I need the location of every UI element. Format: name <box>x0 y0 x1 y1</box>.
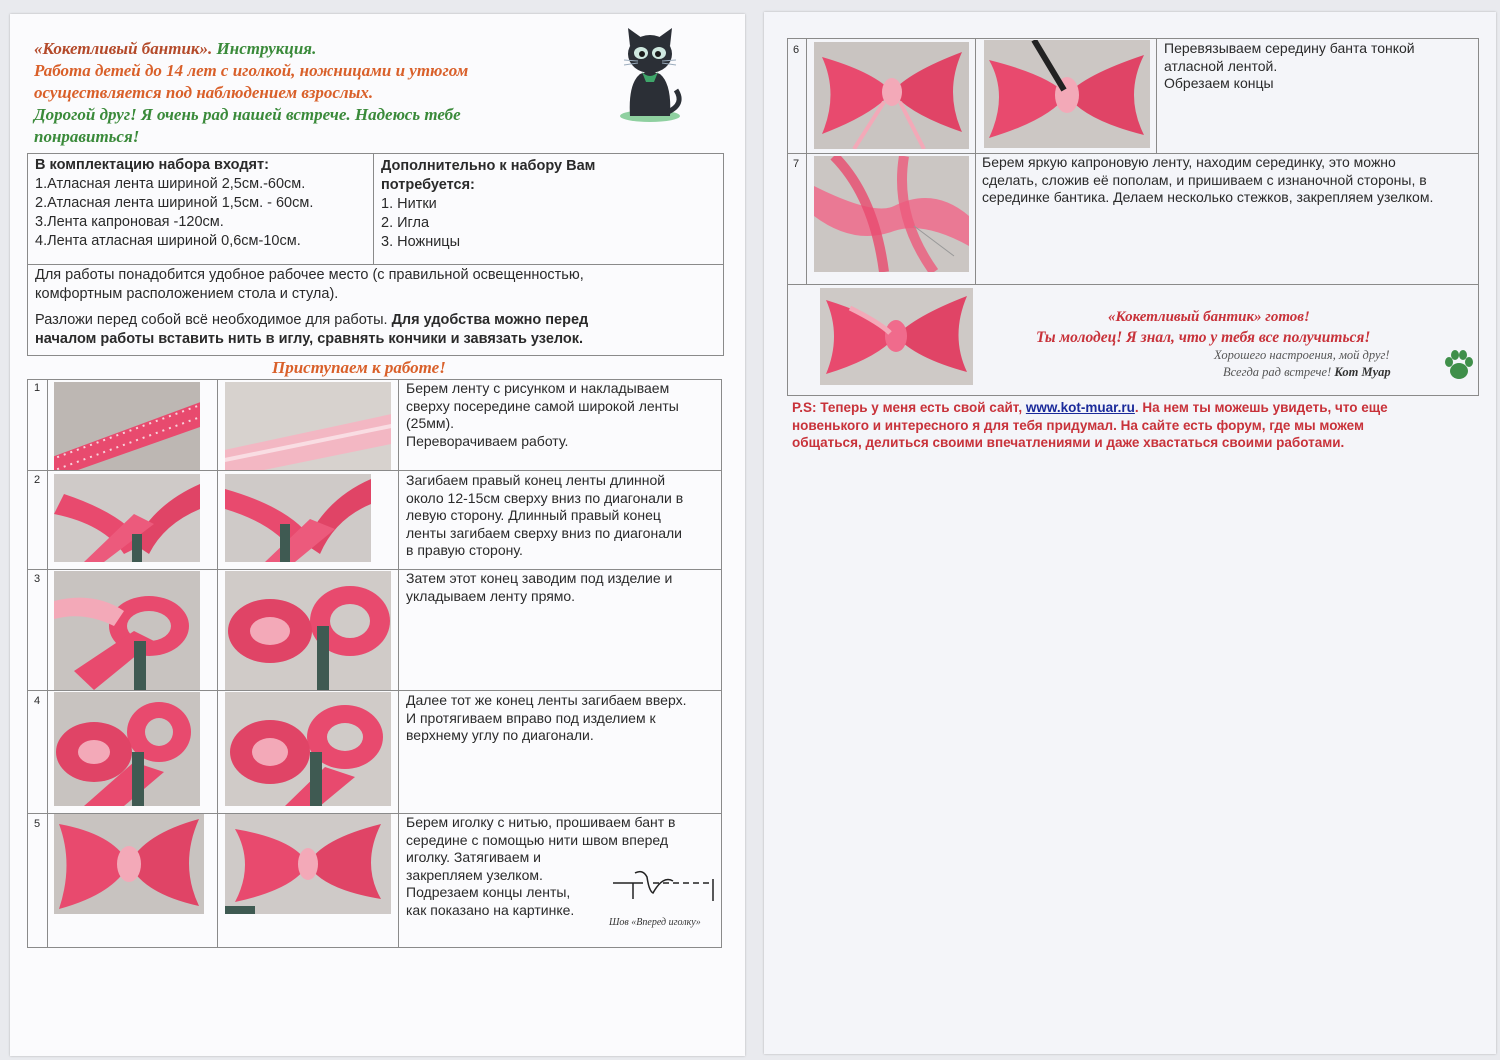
website-link[interactable]: www.kot-muar.ru <box>1025 400 1135 415</box>
prep-text <box>35 266 720 349</box>
kit-extra <box>381 157 721 252</box>
prep-line: комфортным расположением стола и стула). <box>35 286 339 302</box>
final-signature: Кот Муар <box>1334 365 1391 379</box>
step-line: укладываем ленту прямо. <box>406 587 576 604</box>
ribbon-photo-icon <box>54 382 200 470</box>
step-line: как показано на картинке. <box>406 901 575 918</box>
ribbon-photo-icon <box>54 814 204 914</box>
instruction-page-right <box>764 12 1496 1054</box>
section-title: Приступаем к работе! <box>272 358 446 377</box>
step-number: 1 <box>34 382 41 394</box>
step-line: Берем иголку с нитью, прошиваем бант в <box>406 814 676 830</box>
ribbon-photo-icon <box>814 156 969 272</box>
step-3-text <box>406 570 718 605</box>
kit-extra-title-2: потребуется: <box>381 177 475 193</box>
step-line: верхнему углу по диагонали. <box>406 727 594 743</box>
ribbon-photo-icon <box>225 382 391 470</box>
step-line: около 12-15см сверху вниз по диагонали в <box>406 489 684 506</box>
step-number: 6 <box>793 44 800 56</box>
step-2-photo-b <box>225 474 371 562</box>
step-4-photo-b <box>225 692 391 806</box>
step-line: ленты загибаем сверху вниз по диагонали <box>406 524 682 541</box>
step-line: Загибаем правый конец ленты длинной <box>406 472 666 488</box>
ribbon-photo-icon <box>814 42 969 149</box>
ribbon-photo-icon <box>984 40 1150 148</box>
step-line: середине с помощью нити швом вперед <box>406 831 669 848</box>
step-line: атласной лентой. <box>1164 57 1278 74</box>
kit-item: 4.Лента атласная шириной 0,6см-10см. <box>35 233 301 249</box>
step-line: серединке бантика. Делаем несколько стежков, закрепляем узелком. <box>982 189 1434 205</box>
kit-included-title: В комплектацию набора входят: <box>35 157 269 173</box>
warning-line-1: Работа детей до 14 лет с иголкой, ножницами и утюгом <box>34 61 469 80</box>
ps-line: общаться, делиться своими впечатлениями и даже хвастаться своими работами. <box>792 435 1345 450</box>
step-number: 3 <box>34 573 41 585</box>
step-7-text <box>982 154 1477 207</box>
kit-extra-title: Дополнительно к набору Вам <box>381 158 596 174</box>
ribbon-photo-icon <box>820 288 973 385</box>
title-instruction: Инструкция. <box>216 39 317 58</box>
instruction-page-left <box>10 14 745 1056</box>
step-2-photo-a <box>54 474 200 562</box>
step-line: левую сторону. Длинный правый конец <box>406 507 661 523</box>
step-number: 2 <box>34 474 41 486</box>
ribbon-photo-icon <box>54 474 200 562</box>
paw-print-icon <box>1442 348 1476 382</box>
ribbon-photo-icon <box>54 692 200 806</box>
page-header <box>34 38 614 148</box>
step-1-photo-a <box>54 382 200 470</box>
step-number: 7 <box>793 158 800 170</box>
step-4-text <box>406 692 718 745</box>
final-always-glad: Всегда рад встрече! <box>1223 365 1332 379</box>
final-signoff <box>1223 365 1391 380</box>
greeting-line-2: понравиться! <box>34 127 140 146</box>
step-6-text <box>1164 40 1474 93</box>
step-line: Берем яркую капроновую ленту, находим серединку, это можно <box>982 154 1396 170</box>
ps-prefix: P.S: Теперь у меня есть свой сайт, <box>792 400 1023 415</box>
prep-line: Для работы понадобится удобное рабочее место (с правильной освещенностью, <box>35 267 584 283</box>
step-line: закрепляем узелком. <box>406 866 543 883</box>
greeting-line-1: Дорогой друг! Я очень рад нашей встрече. Надеюсь тебе <box>34 105 461 124</box>
ps-suffix: . На нем ты можешь увидеть, что еще <box>1134 400 1388 415</box>
step-line: И протягиваем вправо под изделием к <box>406 709 656 726</box>
step-6-photo-a <box>814 42 969 149</box>
step-1-photo-b <box>225 382 391 470</box>
step-line: Переворачиваем работу. <box>406 432 569 449</box>
extra-item: 1. Нитки <box>381 196 437 212</box>
step-line: Затем этот конец заводим под изделие и <box>406 570 673 586</box>
running-stitch-icon <box>613 869 715 905</box>
step-1-text <box>406 380 718 450</box>
ribbon-photo-icon <box>225 474 371 562</box>
cat-mascot-icon <box>610 24 690 124</box>
extra-item: 2. Игла <box>381 215 430 231</box>
ribbon-photo-icon <box>225 571 391 690</box>
step-line: Перевязываем середину банта тонкой <box>1164 40 1415 56</box>
final-praise: Ты молодец! Я знал, что у тебя все получиться! <box>1036 329 1371 346</box>
warning-line-2: осуществляется под наблюдением взрослых. <box>34 83 374 102</box>
kit-item: 2.Атласная лента шириной 1,5см. - 60см. <box>35 195 314 211</box>
prep-tip: Для удобства можно перед <box>391 312 589 328</box>
step-line: Подрезаем концы ленты, <box>406 884 571 900</box>
step-number: 5 <box>34 818 41 830</box>
step-3-photo-a <box>54 571 200 690</box>
kit-included <box>35 156 370 251</box>
final-mood: Хорошего настроения, мой друг! <box>1214 348 1390 362</box>
step-2-text <box>406 472 718 560</box>
prep-line: Разложи перед собой всё необходимое для работы. <box>35 312 388 328</box>
step-5-photo-a <box>54 814 204 914</box>
prep-tip-2: началом работы вставить нить в иглу, сравнять кончики и завязать узелок. <box>35 331 584 347</box>
step-line: Обрезаем концы <box>1164 75 1274 91</box>
step-line: (25мм). <box>406 415 455 431</box>
step-line: Далее тот же конец ленты загибаем вверх. <box>406 692 687 708</box>
step-6-photo-b <box>984 40 1150 148</box>
ribbon-photo-icon <box>225 814 391 914</box>
step-number: 4 <box>34 695 41 707</box>
ps-text <box>792 399 1482 452</box>
step-3-photo-b <box>225 571 391 690</box>
final-ready: «Кокетливый бантик» готов! <box>1108 309 1310 325</box>
finished-bow-photo <box>820 288 973 385</box>
extra-item: 3. Ножницы <box>381 234 461 250</box>
step-line: сделать, сложив её пополам, и пришиваем с изнаночной стороны, в <box>982 171 1427 188</box>
title-name: «Кокетливый бантик». <box>34 39 213 58</box>
step-5-photo-b <box>225 814 391 914</box>
step-line: в правую сторону. <box>406 542 523 558</box>
ps-line: новенького и интересного я для тебя придумал. На сайте есть форум, где мы можем <box>792 417 1365 433</box>
step-line: сверху посередине самой широкой ленты <box>406 397 679 414</box>
stitch-caption: Шов «Вперед иголку» <box>609 917 701 928</box>
ribbon-photo-icon <box>225 692 391 806</box>
ribbon-photo-icon <box>54 571 200 690</box>
step-line: Берем ленту с рисунком и накладываем <box>406 380 670 396</box>
step-4-photo-a <box>54 692 200 806</box>
step-7-photo <box>814 156 969 272</box>
kit-item: 3.Лента капроновая -120см. <box>35 214 224 230</box>
step-line: иголку. Затягиваем и <box>406 849 541 865</box>
kit-item: 1.Атласная лента шириной 2,5см.-60см. <box>35 176 306 192</box>
